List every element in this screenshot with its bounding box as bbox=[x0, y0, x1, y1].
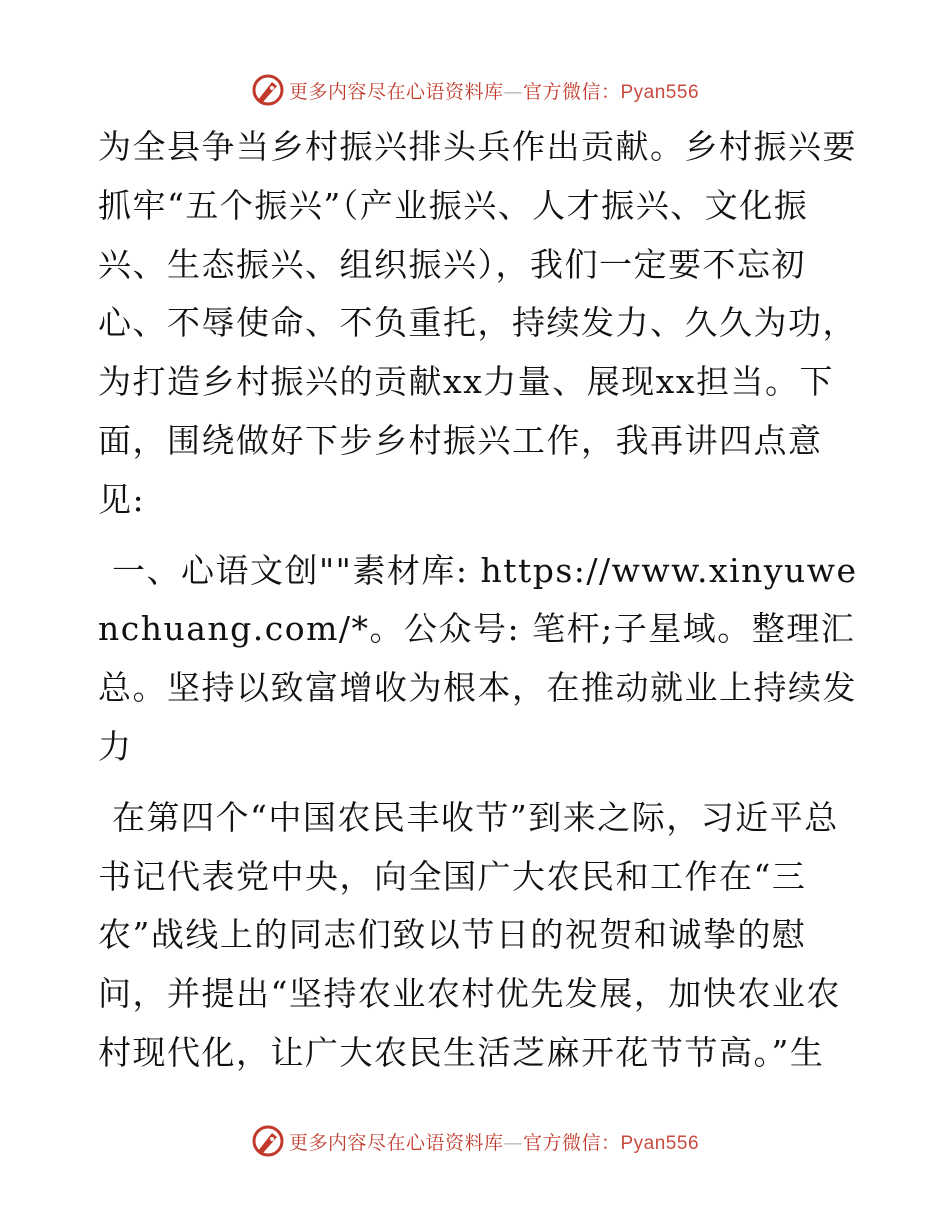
header-banner-text: 更多内容尽在心语资料库—官方微信：Pyan556 bbox=[288, 80, 700, 103]
header-banner bbox=[0, 70, 950, 110]
paragraph-3: 在第四个“中国农民丰收节”到来之际，习近平总书记代表党中央，向全国广大农民和工作在“三农”战线上的同志们致以节日的祝贺和诚挚的慰问，并提出“坚持农业农村优先发展，加快农业农村现代化，让广大农民生活芝麻开花节节高。”生 bbox=[98, 797, 841, 1072]
document-body bbox=[98, 118, 858, 1083]
paragraph-2: 一、心语文创""素材库: https://www.xinyuwenchuang.com/*。公众号: 笔杆;子星域。整理汇总。坚持以致富增收为根本，在推动就业上持续发力 bbox=[98, 550, 858, 766]
pen-nib-logo-icon bbox=[251, 1124, 285, 1158]
footer-banner-text: 更多内容尽在心语资料库—官方微信：Pyan556 bbox=[288, 1131, 700, 1154]
footer-banner bbox=[0, 1121, 950, 1161]
paragraph-1: 为全县争当乡村振兴排头兵作出贡献。乡村振兴要抓牢“五个振兴”（产业振兴、人才振兴、文化振兴、生态振兴、组织振兴），我们一定要不忘初心、不辱使命、不负重托，持续发力、久久为功，为打造乡村振兴的贡献xx力量、展现xx担当。下面，围绕做好下步乡村振兴工作，我再讲四点意见: bbox=[98, 127, 857, 519]
pen-nib-logo-icon bbox=[251, 73, 285, 107]
